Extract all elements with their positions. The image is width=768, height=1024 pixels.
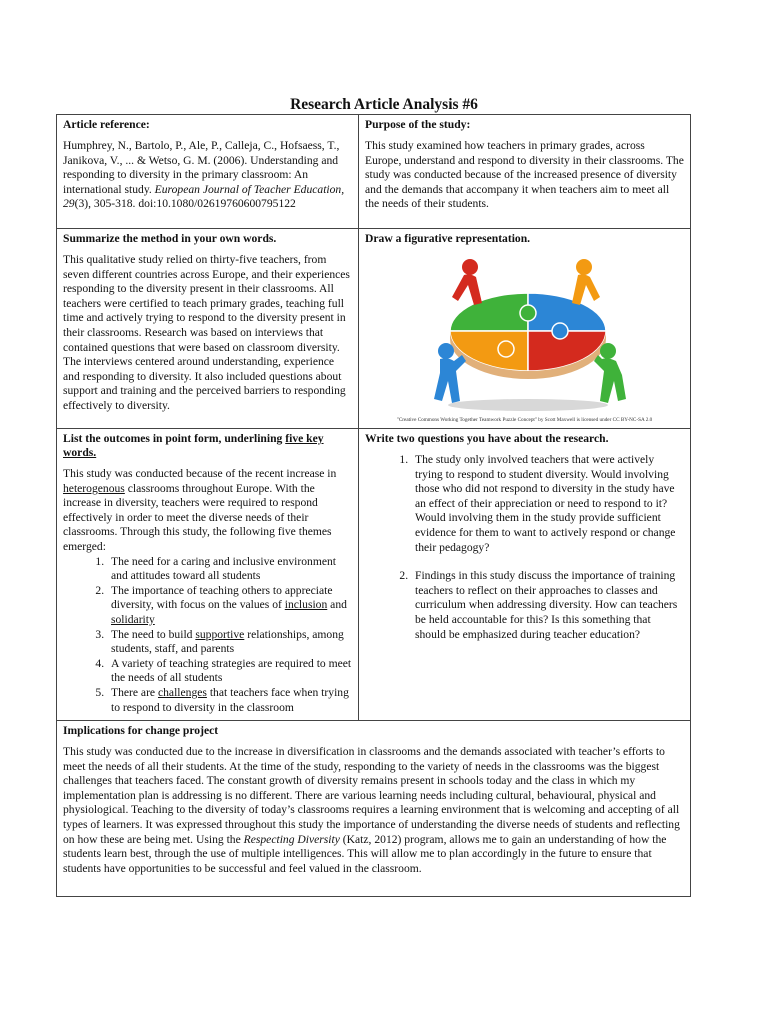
orange-figure	[572, 259, 600, 305]
method-text: This qualitative study relied on thirty-five teachers, from seven different countries across Europe, and their experiences responding to the diversity present in their classrooms. All teachers were certified to teach primary grades, teaching full time and actively trying to respond to the diversity present in their classrooms. Research was based on interviews that contained questions that were based on classroom diversity. The interviews centered around understanding, experience and responding to diversity. It also included questions about support and training and the perceived barriers to responding effectively to diversity.	[63, 253, 350, 412]
questions-cell	[359, 429, 691, 721]
outcomes-header-keywords: five key words.	[63, 432, 324, 459]
reference-issue-pages: (3), 305-318.	[74, 197, 136, 211]
article-reference-text	[63, 139, 352, 212]
questions-list	[365, 453, 684, 642]
reference-journal: European Journal of Teacher Education, 29	[63, 182, 345, 211]
outcomes-cell	[57, 429, 359, 721]
purpose-text: This study examined how teachers in primary grades, across Europe, understand and respond to diversity in their classrooms. The study was conducted because of the increased presence of diversity and the demands that accompany it when teachers aim to meet all the needs of their students.	[365, 139, 684, 211]
implications-header: Implications for change project	[63, 724, 219, 737]
outcome-item: 1. The need for a caring and inclusive environment and attitudes toward all students	[107, 555, 352, 584]
method-cell	[57, 229, 359, 429]
outcome-item: 2. The importance of teaching others to appreciate diversity, with focus on the values of inclusion and solidarity	[107, 584, 352, 628]
keyword-challenges: challenges	[157, 685, 207, 699]
outcome-item: 4. A variety of teaching strategies are required to meet the needs of all students	[107, 657, 352, 686]
method-header: Summarize the method in your own words.	[63, 232, 277, 245]
reference-authors: Humphrey, N., Bartolo, P., Ale, P., Calleja, C., Hofsaess, T., Janikova, V., ... & Wetso, G. M. (2006).	[63, 139, 340, 167]
red-figure	[452, 259, 482, 305]
keyword-heterogenous: heterogenous	[63, 481, 125, 495]
figurative-header: Draw a figurative representation.	[365, 232, 531, 245]
keyword-solidarity: solidarity	[111, 612, 155, 626]
teamwork-puzzle-illustration	[410, 255, 640, 415]
purpose-cell	[359, 115, 691, 229]
outcomes-list	[63, 555, 352, 716]
outcomes-header: List the outcomes in point form, underlining five key words.	[63, 432, 324, 459]
reference-doi: doi:10.1080/02619760600795122	[138, 197, 296, 211]
figurative-cell	[359, 229, 691, 429]
reference-title: Understanding and responding to diversity in the primary classroom: An international study.	[63, 153, 339, 196]
puzzle-disk	[450, 293, 606, 371]
outcomes-intro: This study was conducted because of the recent increase in heterogenous classrooms throughout Europe. With the increase in diversity, teachers were required to respond effectively in order to meet the diverse needs of their classrooms. Through this study, the following five themes emerged:	[63, 467, 337, 553]
purpose-header: Purpose of the study:	[365, 118, 471, 131]
question-item: 1. The study only involved teachers that were actively trying to respond to student diversity. Would involving those who did not respond to diversity in the study have an effect of their appreciation or need to respond to it? Would involving them in the study provide sufficient evidence for them to want to actively respond or change their pedagogy?	[411, 453, 684, 555]
article-reference-cell	[57, 115, 359, 229]
outcome-item: 3. The need to build supportive relationships, among students, staff, and parents	[107, 628, 352, 657]
questions-header: Write two questions you have about the research.	[365, 432, 609, 445]
article-reference-header: Article reference:	[63, 118, 150, 131]
outcome-item: 5. There are challenges that teachers face when trying to respond to diversity in the classroom	[107, 686, 352, 715]
keyword-supportive: supportive	[195, 627, 245, 641]
program-title: Respecting Diversity	[243, 832, 340, 846]
puzzle-piece-red	[528, 331, 606, 371]
image-credit: "Creative Commons Working Together Teamwork Puzzle Concept" by Scott Maxwell is licensed under CC BY-NC-SA 2.0	[396, 417, 653, 423]
question-item: 2. Findings in this study discuss the importance of training teachers to reflect on their approaches to classes and curriculum when addressing diversity. How can teachers be held accountable for this? Is this something that should be emphasized during teacher education?	[411, 569, 684, 642]
implications-text: This study was conducted due to the increase in diversification in classrooms and the demands associated with teacher’s efforts to meet the needs of all their students. At the time of the study, responding to the variety of needs in the classrooms was the biggest challenges that teachers faced. The constant growth of diversity remains present in schools today and the class in which my implementation plan is addressing is no different. There are various learning needs including cultural, behavioural, physical and physiological. Teaching to the diversity of today’s classrooms requires a learning environment that is welcoming and accepting of all types of learners. It was expressed throughout this study the importance of understanding the diverse needs of students and reflecting on how these are being met. Using the Respecting Diversity (Katz, 2012) program, allows me to gain an understanding of how the students learn best, through the use of multiple intelligences. This will allow me to plan accordingly in the future to ensure that students have opportunities to be successful and feel valued in the classroom.	[63, 745, 680, 875]
analysis-table	[56, 114, 691, 897]
keyword-inclusion: inclusion	[284, 598, 328, 612]
document-title: Research Article Analysis #6	[290, 96, 478, 113]
puzzle-piece-green	[450, 293, 528, 331]
implications-cell	[57, 721, 691, 897]
